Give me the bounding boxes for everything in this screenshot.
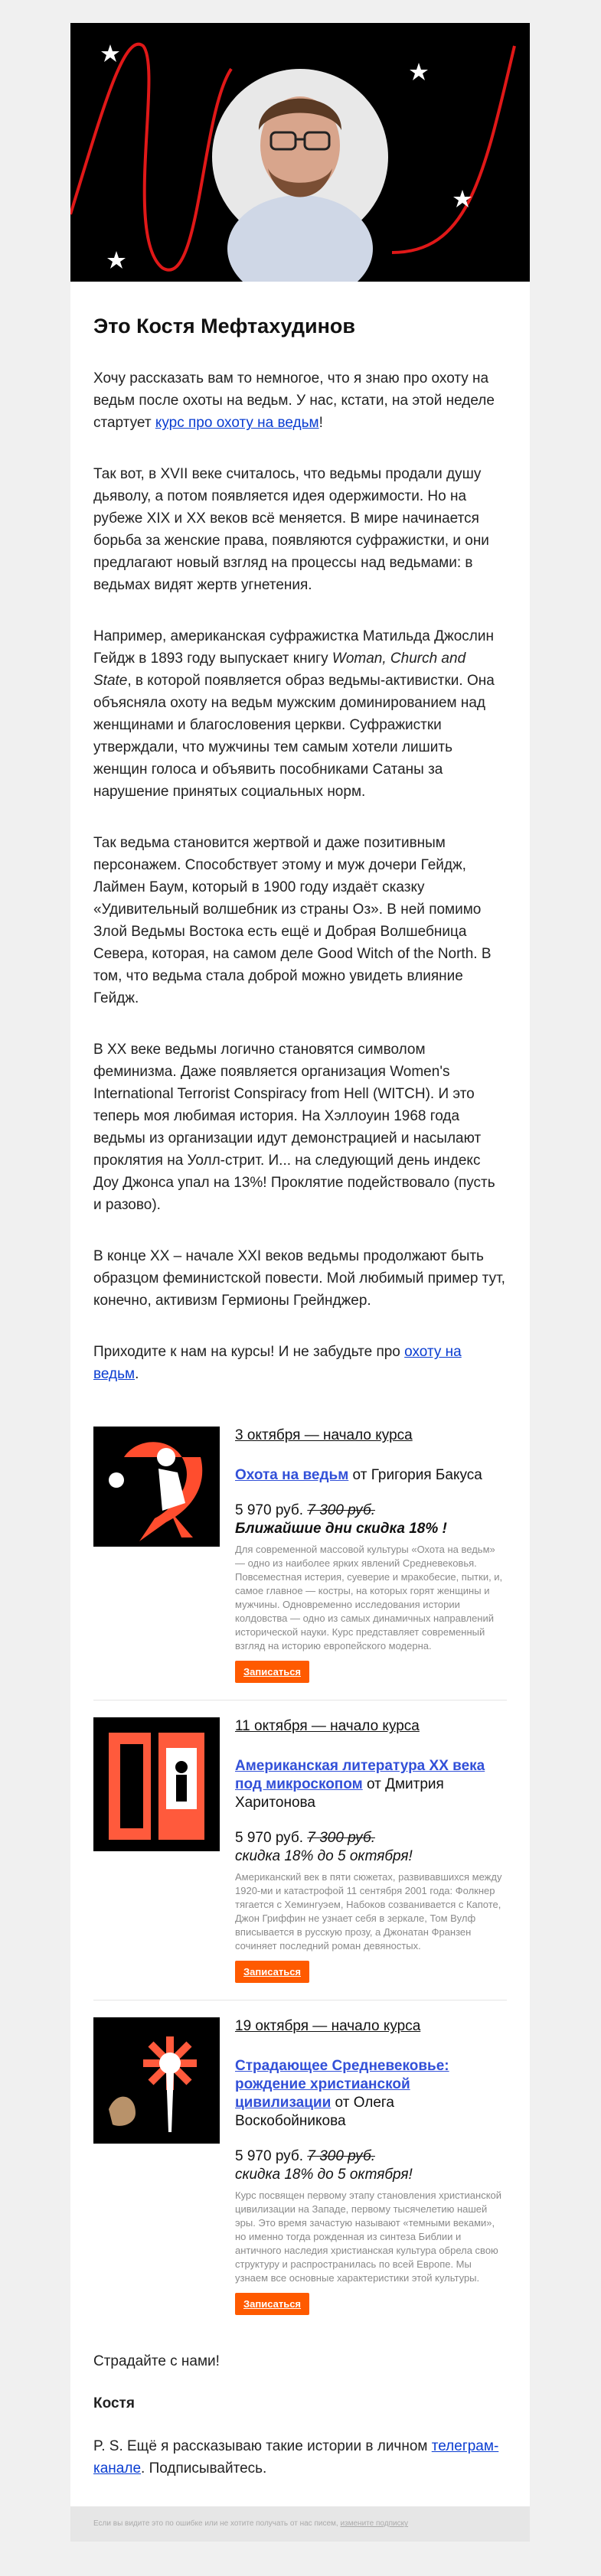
course-date: 3 октября — начало курса: [235, 1427, 413, 1444]
signature: Костя: [93, 2395, 135, 2412]
enroll-button[interactable]: Записаться: [235, 1661, 309, 1683]
witch-illustration: [93, 1427, 220, 1547]
medieval-illustration: [93, 2017, 220, 2144]
telegram-channel-link[interactable]: телеграм-канале: [93, 2438, 499, 2477]
footer: Если вы видите это по ошибке или не хотите получать от нас писем, измените подписку: [70, 2506, 530, 2542]
enroll-button[interactable]: Записаться: [235, 2293, 309, 2315]
paragraph-5: В XX веке ведьмы логично становятся символом феминизма. Даже появляется организация Women's International Terrorist Conspiracy from Hell (WITCH). И это теперь моя любимая история. На Хэллоуин 1968 года ведьмы из организации идут демонстрацией и насылают проклятия на Уолл-стрит. И... на следующий день индекс Доу Джонса упал на 13%! Проклятие подействовало (пусть и разово).: [93, 1042, 495, 1214]
red-line-left: [70, 44, 231, 270]
hero-banner: [70, 23, 530, 282]
course-card: [93, 1700, 507, 2000]
email-container: [70, 23, 530, 2542]
course-description: Курс посвящен первому этапу становления христианской цивилизации на Западе, первому тысячелетию нашей эры. Это время зачастую называют «темными веками», но именно тогда рожденная из синтеза Библии и античного наследия христианская культура обрела свою структуру и распространилась по всей Европе. Мы узнаем все основные характеристики этой культуры.: [235, 2190, 502, 2284]
course-title: Американская литература XX века под микроскопом от Дмитрия Харитонова: [235, 1758, 485, 1811]
course-title-link[interactable]: Охота на ведьм: [235, 1467, 349, 1484]
hero-illustration: [70, 23, 530, 282]
course-image[interactable]: [93, 1427, 220, 1547]
course-date: 11 октября — начало курса: [235, 1718, 420, 1735]
course-title: Страдающее Средневековье: рождение христианской цивилизации от Олега Воскобойникова: [235, 2058, 449, 2130]
course-description: Для современной массовой культуры «Охота на ведьм» — одно из наиболее ярких явлений Средневековья. Повсеместная истерия, суеверие и мракобесие, пытки, и, самое главное — костры, на которых горят женщины и мужчины. Одновременно исследования истории колдовства — одно из самых динамичных направлений исторической науки. Курс представляет современный взгляд на историю европейского модерна.: [235, 1544, 503, 1652]
course-list: [93, 1427, 507, 2332]
paragraph-2: Так вот, в XVII веке считалось, что ведьмы продали душу дьяволу, а потом появляется идея одержимости. Но на рубеже XIX и XX веков всё меняется. В мире начинается борьба за женские права, появляются суфражистки, и они предлагают новый взгляд на процессы над ведьмами: в ведьмах видят жертв угнетения.: [93, 466, 489, 594]
course-title: Охота на ведьм от Григория Бакуса: [235, 1467, 482, 1484]
outro-line: Страдайте с нами!: [93, 2353, 220, 2370]
star-icon: [101, 44, 119, 62]
old-price: 7 300 руб.: [307, 1830, 375, 1847]
course-title-link[interactable]: Страдающее Средневековье: рождение христианской цивилизации: [235, 2058, 449, 2111]
star-icon: [453, 190, 472, 207]
course-image[interactable]: [93, 2017, 220, 2144]
course-card: [93, 1427, 507, 1700]
course-price: 5 970 руб. 7 300 руб.: [235, 1502, 375, 1519]
paragraph-7: Приходите к нам на курсы! И не забудьте про охоту на ведьм.: [93, 1344, 462, 1383]
witch-hunt-link[interactable]: охоту на ведьм: [93, 1344, 462, 1383]
course-discount: скидка 18% до 5 октября!: [235, 2167, 413, 2183]
old-price: 7 300 руб.: [307, 2148, 375, 2165]
course-card: [93, 2000, 507, 2332]
old-price: 7 300 руб.: [307, 1502, 375, 1519]
paragraph-6: В конце XX – начале XXI веков ведьмы продолжают быть образцом феминистской повести. Мой любимый пример тут, конечно, активизм Гермионы Грейнджер.: [93, 1248, 505, 1309]
star-icon: [410, 63, 428, 80]
course-discount: скидка 18% до 5 октября!: [235, 1848, 413, 1865]
course-price: 5 970 руб. 7 300 руб.: [235, 2148, 375, 2165]
books-illustration: [93, 1717, 220, 1851]
page-title: Это Костя Мефтахудинов: [93, 315, 356, 337]
paragraph-intro: Хочу рассказать вам то немногое, что я знаю про охоту на ведьм после охоты на ведьм. У нас, кстати, на этой неделе стартует курс про охоту на ведьм!: [93, 370, 495, 432]
course-price: 5 970 руб. 7 300 руб.: [235, 1830, 375, 1847]
course-title-link[interactable]: Американская литература XX века под микроскопом: [235, 1758, 485, 1793]
postscript: P. S. Ещё я рассказываю такие истории в личном телеграм-канале. Подписывайтесь.: [93, 2438, 499, 2477]
enroll-button[interactable]: Записаться: [235, 1961, 309, 1983]
course-image[interactable]: [93, 1717, 220, 1851]
course-description: Американский век в пяти сюжетах, развивавшихся между 1920-ми и катастрофой 11 сентября 2001 года: Фолкнер тягается с Хемингуэем, Набоков созванивается с Капоте, Джон Гриффин не узнает себя в зеркале, Том Вулф вписывается в русскую прозу, а Джонатан Франзен сочиняет последний роман девяностых.: [235, 1871, 502, 1952]
star-icon: [107, 251, 126, 269]
paragraph-3: Например, американская суфражистка Матильда Джослин Гейдж в 1893 году выпускает книгу Woman, Church and State, в которой появляется образ ведьмы-активистки. Она объясняла охоту на ведьм мужским доминированием над женщинами и благословения церкви. Суфражистки утверждали, что мужчины тем самым хотели лишить женщин голоса и объявить пособниками Сатаны за нарушение принятых социальных норм.: [93, 628, 495, 801]
course-discount: Ближайшие дни скидка 18% !: [235, 1521, 447, 1537]
change-subscription-link[interactable]: измените подписку: [340, 2519, 409, 2529]
witch-hunt-course-link[interactable]: курс про охоту на ведьм: [155, 415, 319, 432]
red-line-right: [392, 46, 514, 253]
paragraph-4: Так ведьма становится жертвой и даже позитивным персонажем. Способствует этому и муж дочери Гейдж, Лаймен Баум, который в 1900 году издаёт сказку «Удивительный волшебник из страны Оз». В ней помимо Злой Ведьмы Востока есть ещё и Добрая Волшебница Севера, которая, на самом деле Good Witch of the North. В том, что ведьма стала доброй можно увидеть влияние Гейдж.: [93, 835, 492, 1007]
course-date: 19 октября — начало курса: [235, 2018, 421, 2035]
